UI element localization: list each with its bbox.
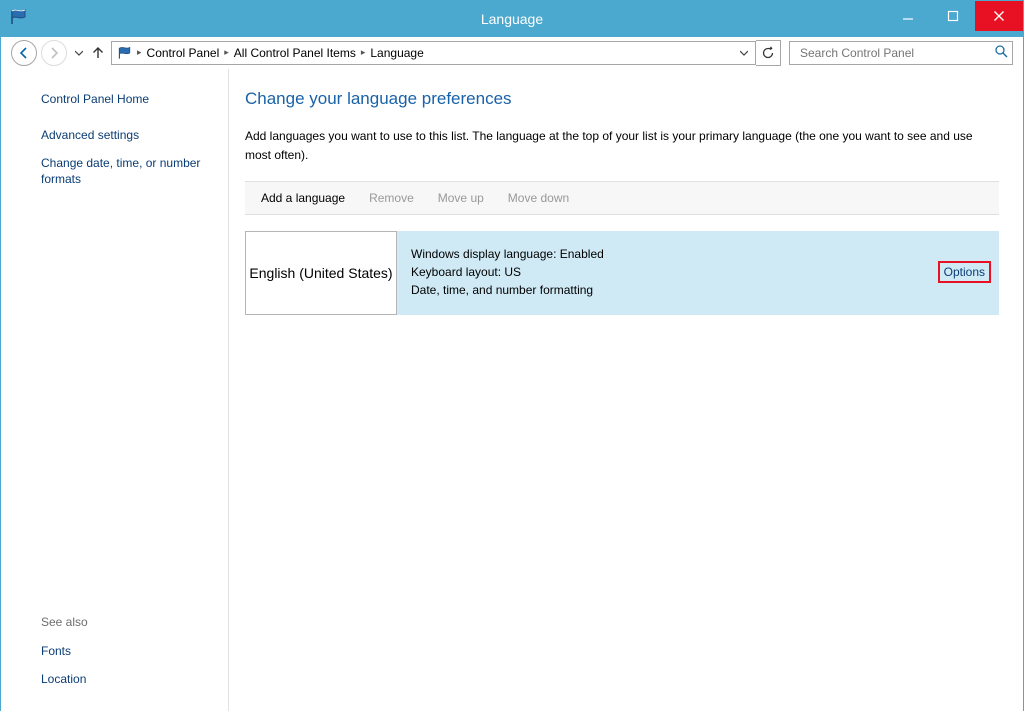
back-icon[interactable] [11, 40, 37, 66]
breadcrumb-separator: ▸ [360, 47, 366, 57]
page-title: Change your language preferences [245, 89, 512, 108]
sidebar-item-change-date-time-number-formats[interactable]: Change date, time, or number formats [41, 156, 201, 186]
title-bar [1, 1, 1023, 37]
formatting-status: Date, time, and number formatting [411, 283, 594, 297]
language-list [245, 231, 999, 315]
breadcrumb-item-all-control-panel-items[interactable]: All Control Panel Items [233, 45, 356, 60]
breadcrumb-separator: ▸ [137, 47, 142, 57]
move-down-button: Move down [507, 191, 570, 205]
breadcrumb[interactable] [111, 41, 756, 65]
control-panel-icon [116, 44, 134, 62]
chevron-down-icon[interactable] [735, 48, 753, 58]
search-icon[interactable] [994, 44, 1008, 61]
see-also-section [1, 615, 228, 693]
maximize-icon[interactable] [930, 1, 975, 31]
forward-icon[interactable] [41, 40, 67, 66]
options-link[interactable]: Options [938, 261, 991, 283]
refresh-icon[interactable] [756, 40, 781, 66]
up-icon[interactable] [87, 41, 109, 65]
keyboard-layout-status: Keyboard layout: US [411, 265, 522, 279]
breadcrumb-separator: ▸ [224, 47, 229, 57]
content-area [1, 69, 1023, 711]
add-a-language-button[interactable]: Add a language [261, 191, 346, 205]
breadcrumb-item-language[interactable]: Language [370, 45, 424, 60]
sidebar-item-control-panel-home[interactable]: Control Panel Home [41, 92, 150, 106]
main-panel [229, 69, 1023, 711]
language-details [397, 231, 938, 315]
remove-button: Remove [369, 191, 414, 205]
close-icon[interactable] [975, 1, 1023, 31]
display-language-status: Windows display language: Enabled [411, 247, 604, 261]
sidebar-item-advanced-settings[interactable]: Advanced settings [41, 128, 140, 142]
address-bar [1, 37, 1023, 69]
breadcrumb-item-control-panel[interactable]: Control Panel [146, 45, 220, 60]
recent-locations-icon[interactable] [71, 41, 87, 65]
move-up-button: Move up [437, 191, 484, 205]
window-buttons [885, 1, 1023, 31]
search-input[interactable] [798, 45, 994, 61]
sidebar-item-location[interactable]: Location [41, 672, 87, 686]
language-name: English (United States) [245, 231, 397, 315]
intro-text: Add languages you want to use to this list. The language at the top of your list is your primary language (the one you want to see and use most often). [245, 129, 973, 162]
language-toolbar [245, 181, 999, 215]
search-box[interactable] [789, 41, 1013, 65]
minimize-icon[interactable] [885, 1, 930, 31]
sidebar-item-fonts[interactable]: Fonts [41, 644, 72, 658]
see-also-title: See also [41, 615, 88, 629]
list-item[interactable] [245, 231, 999, 315]
options-container [938, 231, 999, 315]
sidebar [1, 69, 229, 711]
window-title: Language [480, 11, 544, 27]
